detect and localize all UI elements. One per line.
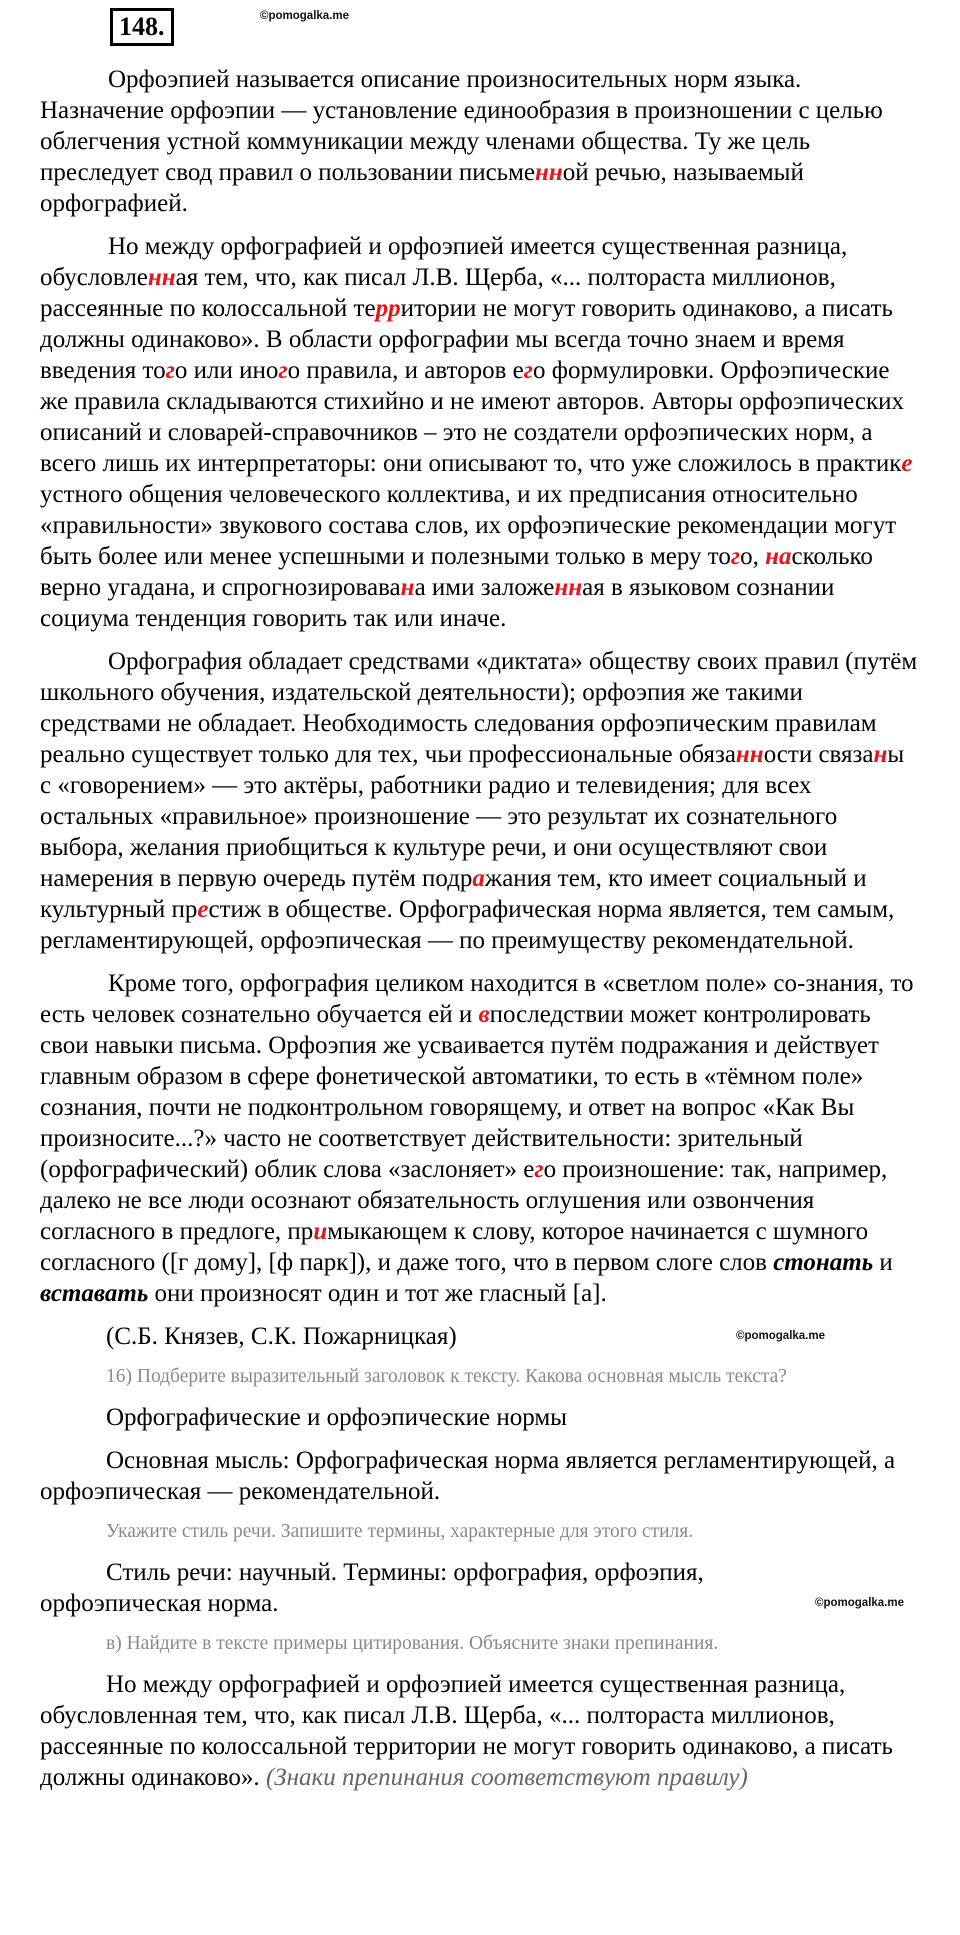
question-3: в) Найдите в тексте примеры цитирования. Объясните знаки препинания. [106,1633,719,1654]
text: о или ино [174,357,279,384]
text: ая в языковом сознании социума тенденция говорить так или иначе. [40,574,835,632]
text: ой речью, называемый орфографией. [40,159,804,217]
text: о, [740,543,766,570]
answer-1-title: Орфографические и орфоэпические нормы [106,1404,567,1431]
text: ости связа [763,741,874,768]
paragraph-4 [40,968,920,1309]
highlighted-letter: рр [375,295,401,322]
text: о правила, и авторов е [287,357,524,384]
highlighted-letter: нн [535,159,563,186]
highlighted-letter: нн [735,741,764,768]
question-1: 16) Подберите выразительный заголовок к тексту. Какова основная мысль текста? [106,1366,787,1387]
answer-2-row [40,1557,920,1619]
highlighted-letter: н [873,741,888,768]
highlighted-letter: и [313,1218,328,1245]
watermark: ©pomogalka.me [260,10,349,22]
text: устного общения человеческого коллектива, и их предписания относительно «правильности» звукового состава слов, их орфоэпические рекомендации могут быть более или менее успешными и полезными только в меру то [40,481,897,570]
highlighted-letter: н [400,574,415,601]
paragraph-2 [40,231,920,634]
text: ы с «говорением» — это актёры, работники радио и телевидения; для всех остальных «правильное» произношение — это результат их сознательного выбора, желания приобщиться к культуре речи, и они осуществляют свои намерения в первую очередь путём подр [40,741,905,892]
text: жания тем, кто имеет социальный и культурный пр [40,865,867,923]
text: Орфоэпией называется описание произносительных норм языка. Назначение орфоэпии — установление единообразия в произношении с целью облегчения устной коммуникации между членами общества. Ту же цель преследует свод правил о пользовании письме [40,66,883,186]
paragraph-3 [40,646,920,956]
text: а ими заложе [414,574,555,601]
answer-2: Стиль речи: научный. Термины: орфография, орфоэпия, орфоэпическая норма. [40,1559,704,1617]
text: сколько верно угадана, и спрогнозировава [40,543,873,601]
exercise-content [40,64,920,1805]
text: они произносят один и тот же гласный [а]. [148,1280,607,1307]
text: о формулировки. Орфоэпические же правила складываются стихийно и не имеют авторов. Авторы орфоэпических описаний и словарей-справочников – это не создатели орфоэпических норм, а всего лишь их интерпретаторы: они описывают то, что уже сложилось в практик [40,357,905,477]
answer-3 [40,1669,920,1793]
watermark: ©pomogalka.me [736,1330,825,1342]
highlighted-letter: г [730,543,741,570]
bold-italic-word: вставать [40,1280,149,1307]
text: о произношение: так, например, далеко не все люди осознают обязательность оглушения или озвончения согласного в предлоге, пр [40,1156,888,1245]
highlighted-letter: нн [147,264,176,291]
authors-line [40,1321,920,1352]
highlighted-letter: е [197,896,209,923]
highlighted-letter: на [765,543,792,570]
paragraph-1 [40,64,920,219]
watermark: ©pomogalka.me [815,1597,904,1609]
text: последствии может контролировать свои навыки письма. Орфоэпия же усваивается путём подражания и действует главным образом в сфере фонетической автоматики, то есть в «тёмном поле» сознания, почти не подконтрольном говорящему, и ответ на вопрос «Как Вы произносите...?» часто не соответствует действительности: зрительный (орфографический) облик слова «заслоняет» е [40,1001,879,1183]
exercise-number: 148. [110,8,174,46]
highlighted-letter: г [165,357,175,384]
text: Орфография обладает средствами «диктата» обществу своих правил (путём школьного обучения, издательской деятельности); орфоэпия же такими средствами не обладает. Необходимость следования орфоэпическим правилам реально существует только для тех, чьи профессиональные обяза [40,648,918,768]
highlighted-letter: г [523,357,533,384]
quote-text: Но между орфографией и орфоэпией имеется существенная разница, обусловленная тем, что, как писал Л.В. Щерба, «... полтораста миллионов, рассеянные по колоссальной территории не могут говорить одинаково, а писать должны одинаково». [40,1671,893,1791]
highlighted-letter: г [534,1156,544,1183]
text: Кроме того, орфография целиком находится в «светлом поле» со-знания, то есть человек сознательно обучается ей и [40,970,914,1028]
bold-italic-word: стонать [773,1249,874,1276]
text: Но между орфографией и орфоэпией имеется существенная разница, обусловле [40,233,848,291]
text: ая тем, что, как писал Л.В. Щерба, «... полтораста миллионов, рассеянные по колоссальной те [40,264,836,322]
highlighted-letter: в [478,1001,490,1028]
authors: (С.Б. Князев, С.К. Пожарницкая) [106,1323,457,1350]
punctuation-note: (Знаки препинания соответствуют правилу) [265,1764,748,1791]
question-2: Укажите стиль речи. Запишите термины, характерные для этого стиля. [106,1521,694,1542]
highlighted-letter: нн [554,574,583,601]
text: итории не могут говорить одинаково, а писать должны одинаково». В области орфографии мы всегда точно знаем и время введения то [40,295,893,384]
text: мыкающем к слову, которое начинается с шумного согласного ([г дому], [ф парк]), и даже того, что в первом слоге слов [40,1218,869,1276]
highlighted-letter: г [278,357,288,384]
highlighted-letter: а [472,865,485,892]
highlighted-letter: е [901,450,913,477]
text: стиж в обществе. Орфографическая норма является, тем самым, регламентирующей, орфоэпическая — по преимуществу рекомендательной. [40,896,895,954]
text: и [873,1249,893,1276]
answer-1-main-idea: Основная мысль: Орфографическая норма является регламентирующей, а орфоэпическая — рекомендательной. [40,1447,896,1505]
